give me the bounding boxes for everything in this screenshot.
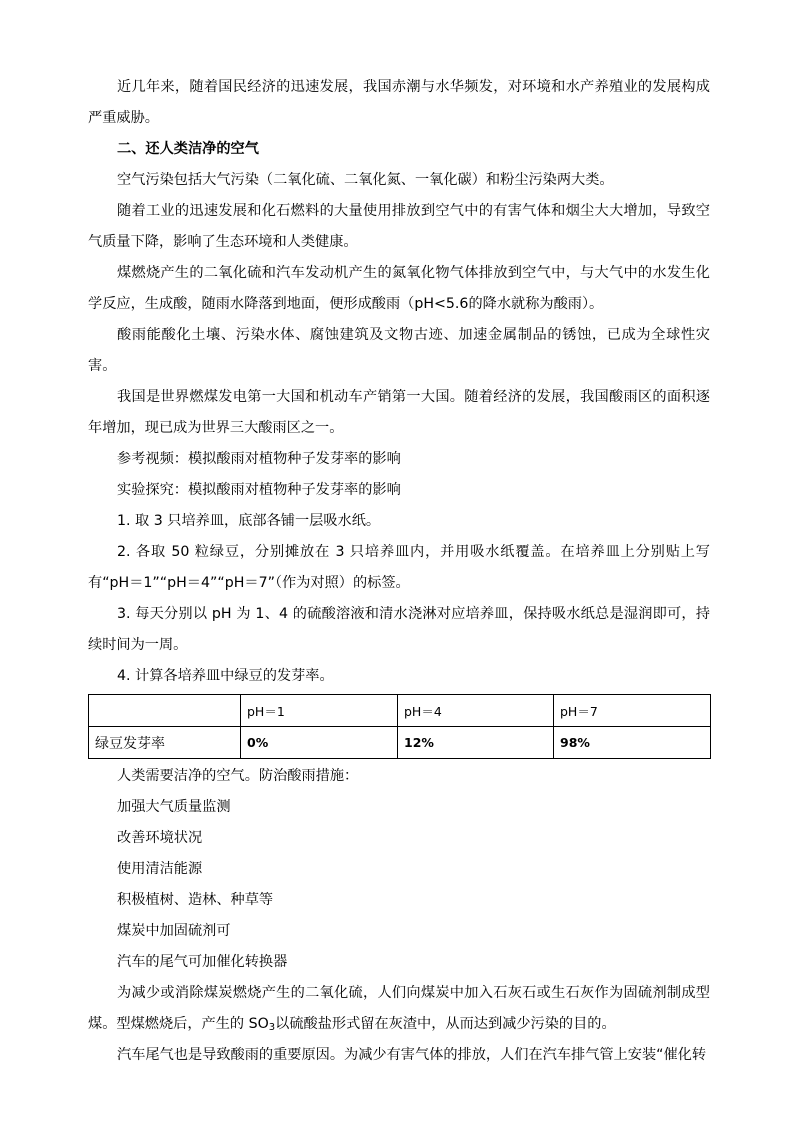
- table-header-row: [89, 695, 711, 727]
- table-cell: 0%: [241, 727, 398, 759]
- experiment-step-3: 3. 每天分别以 pH 为 1、4 的硫酸溶液和清水浇淋对应培养皿，保持吸水纸总是湿润即可，持续时间为一周。: [88, 606, 710, 653]
- paragraph-car-exhaust: 汽车尾气也是导致酸雨的重要原因。为减少有害气体的排放，人们在汽车排气管上安装“催化转: [117, 1047, 707, 1063]
- section-heading: 二、还人类洁净的空气: [117, 141, 259, 157]
- reference-video: 参考视频：模拟酸雨对植物种子发芽率的影响: [117, 451, 401, 467]
- measures-intro: 人类需要洁净的空气。防治酸雨措施：: [117, 768, 359, 784]
- text-segment: 以硫酸盐形式留在灰渣中，从而达到减少污染的目的。: [275, 1016, 616, 1032]
- paragraph-coal-sulfur: [88, 978, 710, 1040]
- experiment-step-4: 4. 计算各培养皿中绿豆的发芽率。: [117, 668, 334, 684]
- table-header-cell: pH＝1: [241, 695, 398, 727]
- table-row-label: 绿豆发芽率: [89, 727, 241, 759]
- paragraph-acid-rain-formation: 煤燃烧产生的二氧化硫和汽车发动机产生的氮氧化物气体排放到空气中，与大气中的水发生化学反应，生成酸，随雨水降落到地面，便形成酸雨（pH<5.6的降水就称为酸雨）。: [88, 265, 710, 312]
- document-page: [88, 72, 710, 1071]
- measure-item: 积极植树、造林、种草等: [117, 892, 274, 908]
- subscript: 3: [268, 1022, 276, 1033]
- measure-item: 改善环境状况: [117, 830, 203, 846]
- paragraph-acid-rain-effects: 酸雨能酸化土壤、污染水体、腐蚀建筑及文物古迹、加速金属制品的锈蚀，已成为全球性灾害。: [88, 327, 710, 374]
- measure-item: 汽车的尾气可加催化转换器: [117, 954, 288, 970]
- intro-paragraph: 近几年来，随着国民经济的迅速发展，我国赤潮与水华频发，对环境和水产养殖业的发展构成严重威胁。: [88, 79, 710, 126]
- paragraph-china: 我国是世界燃煤发电第一大国和机动车产销第一大国。随着经济的发展，我国酸雨区的面积逐年增加，现已成为世界三大酸雨区之一。: [88, 389, 710, 436]
- table-cell: 12%: [398, 727, 554, 759]
- paragraph-industry: 随着工业的迅速发展和化石燃料的大量使用排放到空气中的有害气体和烟尘大大增加，导致空气质量下降，影响了生态环境和人类健康。: [88, 203, 710, 250]
- table-header-cell: pH＝4: [398, 695, 554, 727]
- paragraph-air-pollution: 空气污染包括大气污染（二氧化硫、二氧化氮、一氧化碳）和粉尘污染两大类。: [117, 172, 614, 188]
- table-header-cell: pH＝7: [554, 695, 711, 727]
- germination-table: [88, 694, 711, 759]
- experiment-step-2: 2. 各取 50 粒绿豆，分别摊放在 3 只培养皿内，并用吸水纸覆盖。在培养皿上分别贴上写有“pH＝1”“pH＝4”“pH＝7”（作为对照）的标签。: [88, 544, 710, 591]
- table-row: [89, 727, 711, 759]
- text-segment: 为减少或消除煤炭燃烧产生的二氧化硫，人们向煤炭中加入石灰石或生石灰作为固硫剂制成型煤。型煤燃烧后，产生的 SO: [88, 985, 710, 1032]
- table-cell: 98%: [554, 727, 711, 759]
- experiment-step-1: 1. 取 3 只培养皿，底部各铺一层吸水纸。: [117, 513, 381, 529]
- measure-item: 加强大气质量监测: [117, 799, 231, 815]
- measure-item: 使用清洁能源: [117, 861, 203, 877]
- table-header-cell: [89, 695, 241, 727]
- experiment-title: 实验探究：模拟酸雨对植物种子发芽率的影响: [117, 482, 401, 498]
- measure-item: 煤炭中加固硫剂可: [117, 923, 231, 939]
